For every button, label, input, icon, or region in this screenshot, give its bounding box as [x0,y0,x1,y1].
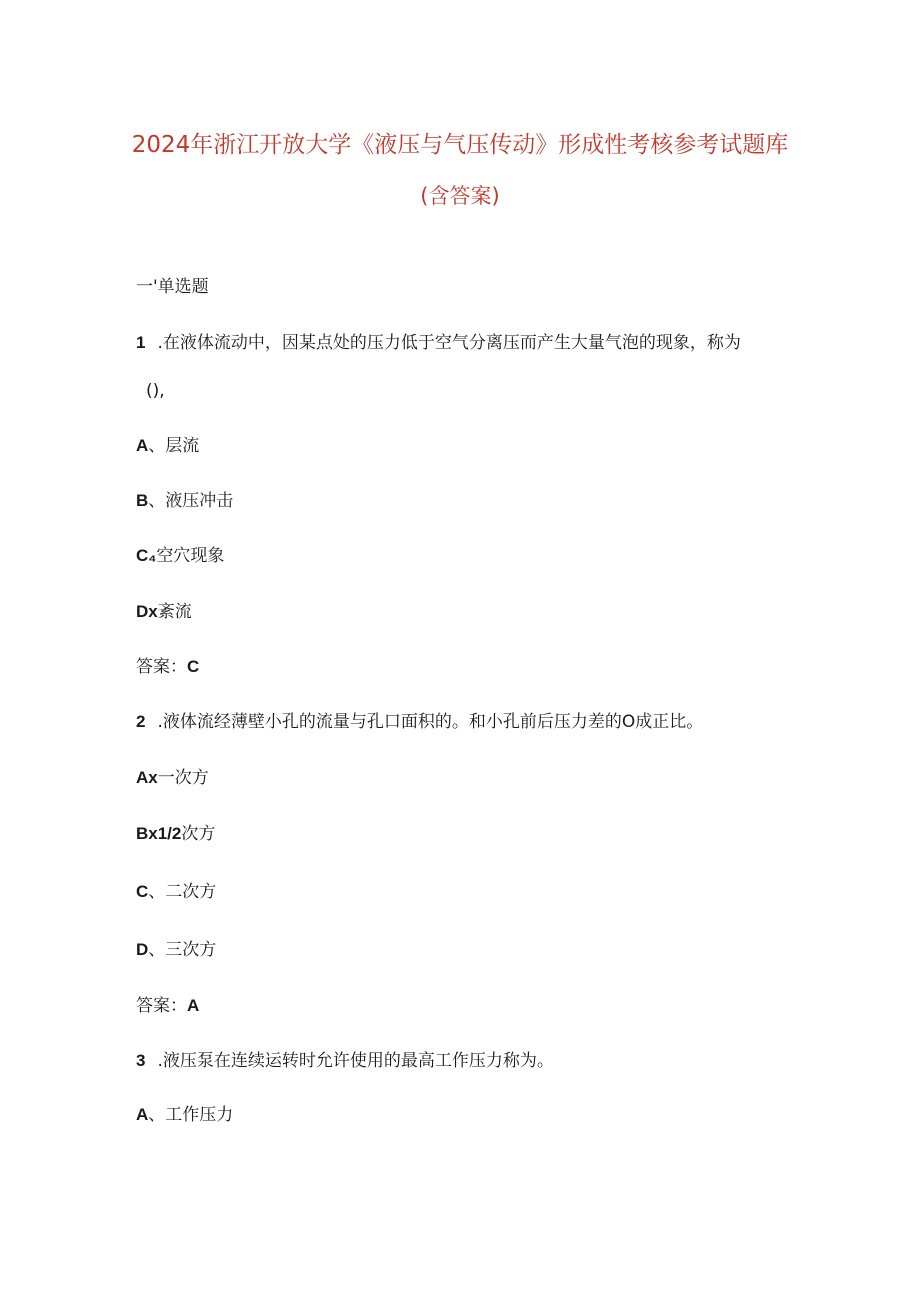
option-separator: 、 [148,1105,166,1125]
option-letter: Ax [136,768,158,787]
option-text: 空穴现象 [156,546,225,566]
question-number: 2 [136,712,146,731]
option-text: 次方 [181,824,216,844]
option-letter: D [136,940,149,959]
question-3 [136,1046,554,1071]
option-letter: Bx1/2 [136,824,182,843]
answer-value: C [187,657,200,676]
option-d [136,597,192,622]
option-separator: 、 [148,882,166,902]
question-text: .在液体流动中，因某点处的压力低于空气分离压而产生大量气泡的现象，称为 [157,333,741,353]
answer-1 [136,652,199,677]
option-letter: Dx [136,602,158,621]
option-text: 紊流 [157,602,192,622]
document-subtitle: (含答案) [420,184,500,208]
option-separator: 、 [148,940,166,960]
option-c [136,541,224,566]
answer-label: 答案： [136,657,187,677]
question-text: .液压泵在连续运转时允许使用的最高工作压力称为。 [157,1051,554,1071]
option-text: 液压冲击 [165,491,234,511]
answer-label: 答案： [136,996,187,1016]
option-letter: C₄ [136,546,157,565]
question-2 [136,707,703,732]
option-letter: B [136,491,149,510]
option-separator: 、 [148,491,166,511]
option-a [136,763,209,788]
question-number: 1 [136,333,146,352]
option-letter: A [136,436,149,455]
option-a [136,1100,233,1125]
option-separator: 、 [148,436,166,456]
document-title: 2024年浙江开放大学《液压与气压传动》形成性考核参考试题库 [131,132,789,158]
option-text: 一次方 [157,768,209,788]
answer-value: A [187,996,200,1015]
option-text: 层流 [165,436,200,456]
question-text: .液体流经薄壁小孔的流量与孔口面积的。和小孔前后压力差的O成正比。 [157,712,704,732]
question-number: 3 [136,1051,146,1070]
option-b [136,486,233,511]
question-1-continuation: (), [146,381,165,401]
option-b [136,819,215,844]
option-letter: A [136,1105,149,1124]
option-text: 工作压力 [165,1105,234,1125]
option-letter: C [136,882,149,901]
option-a [136,431,199,456]
section-heading: 一'单选题 [136,277,209,297]
option-c [136,877,216,902]
option-text: 三次方 [165,940,217,960]
question-1 [136,328,741,353]
option-d [136,935,216,960]
option-text: 二次方 [165,882,217,902]
answer-2 [136,991,199,1016]
